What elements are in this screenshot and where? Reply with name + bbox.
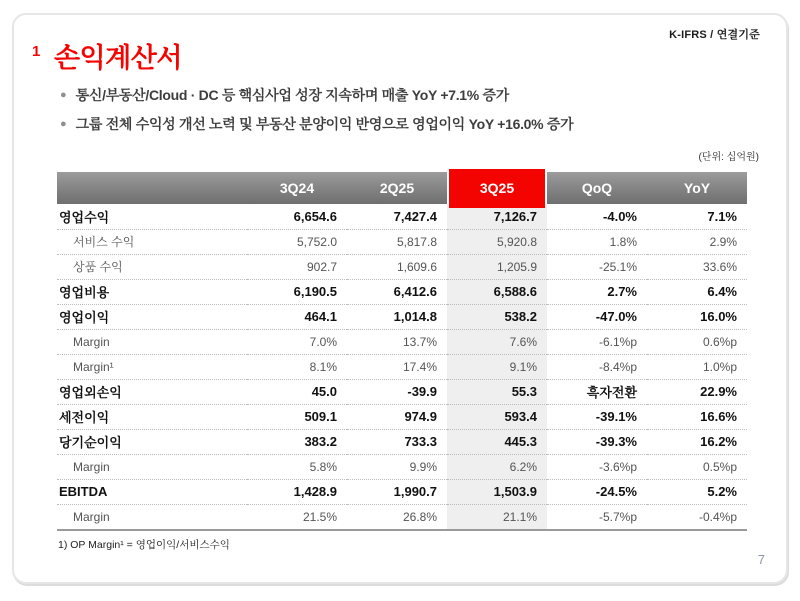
- table-row: Margin 5.8% 9.9% 6.2% -3.6%p 0.5%p: [57, 454, 747, 479]
- summary-bullets: [60, 86, 700, 144]
- bullet-icon: ●: [60, 89, 67, 101]
- col-header-qoq: QoQ: [547, 172, 647, 204]
- col-header-3q25-highlight: 3Q25: [447, 172, 547, 204]
- table-row: 세전이익 509.1 974.9 593.4 -39.1% 16.6%: [57, 404, 747, 429]
- bullet-item: [60, 115, 700, 133]
- col-header-3q24: 3Q24: [247, 172, 347, 204]
- footnote: 1) OP Margin¹ = 영업이익/서비스수익: [58, 539, 230, 551]
- slide-card: [12, 13, 788, 584]
- table-row: 당기순이익 383.2 733.3 445.3 -39.3% 16.2%: [57, 429, 747, 454]
- table-row: Margin 7.0% 13.7% 7.6% -6.1%p 0.6%p: [57, 329, 747, 354]
- page-title: 손익계산서: [54, 43, 182, 73]
- bullet-text: 통신/부동산/Cloud · DC 등 핵심사업 성장 지속하며 매출 YoY +7.1% 증가: [75, 87, 509, 103]
- table-row: 영업외손익 45.0 -39.9 55.3 흑자전환 22.9%: [57, 379, 747, 404]
- unit-note: (단위: 십억원): [698, 152, 759, 163]
- table-row: EBITDA 1,428.9 1,990.7 1,503.9 -24.5% 5.2%: [57, 479, 747, 504]
- table-row: 상품 수익 902.7 1,609.6 1,205.9 -25.1% 33.6%: [57, 254, 747, 279]
- bullet-icon: ●: [60, 118, 67, 130]
- table-row: 영업이익 464.1 1,014.8 538.2 -47.0% 16.0%: [57, 304, 747, 329]
- table-row: Margin 21.5% 26.8% 21.1% -5.7%p -0.4%p: [57, 504, 747, 529]
- table-row: 영업수익 6,654.6 7,427.4 7,126.7 -4.0% 7.1%: [57, 204, 747, 229]
- table-row: Margin¹ 8.1% 17.4% 9.1% -8.4%p 1.0%p: [57, 354, 747, 379]
- col-header-yoy: YoY: [647, 172, 747, 204]
- accounting-standard-label: K-IFRS / 연결기준: [669, 29, 760, 41]
- bullet-item: [60, 86, 700, 104]
- col-header-2q25: 2Q25: [347, 172, 447, 204]
- bullet-text: 그룹 전체 수익성 개선 노력 및 부동산 분양이익 반영으로 영업이익 YoY +16.0% 증가: [75, 116, 574, 132]
- col-header-empty: [57, 172, 247, 204]
- table-row: 영업비용 6,190.5 6,412.6 6,588.6 2.7% 6.4%: [57, 279, 747, 304]
- page-number: 7: [757, 552, 765, 567]
- table-header-row: [57, 172, 747, 204]
- slide-index-number: 1: [32, 43, 41, 60]
- income-statement-table: [57, 172, 747, 531]
- table-row: 서비스 수익 5,752.0 5,817.8 5,920.8 1.8% 2.9%: [57, 229, 747, 254]
